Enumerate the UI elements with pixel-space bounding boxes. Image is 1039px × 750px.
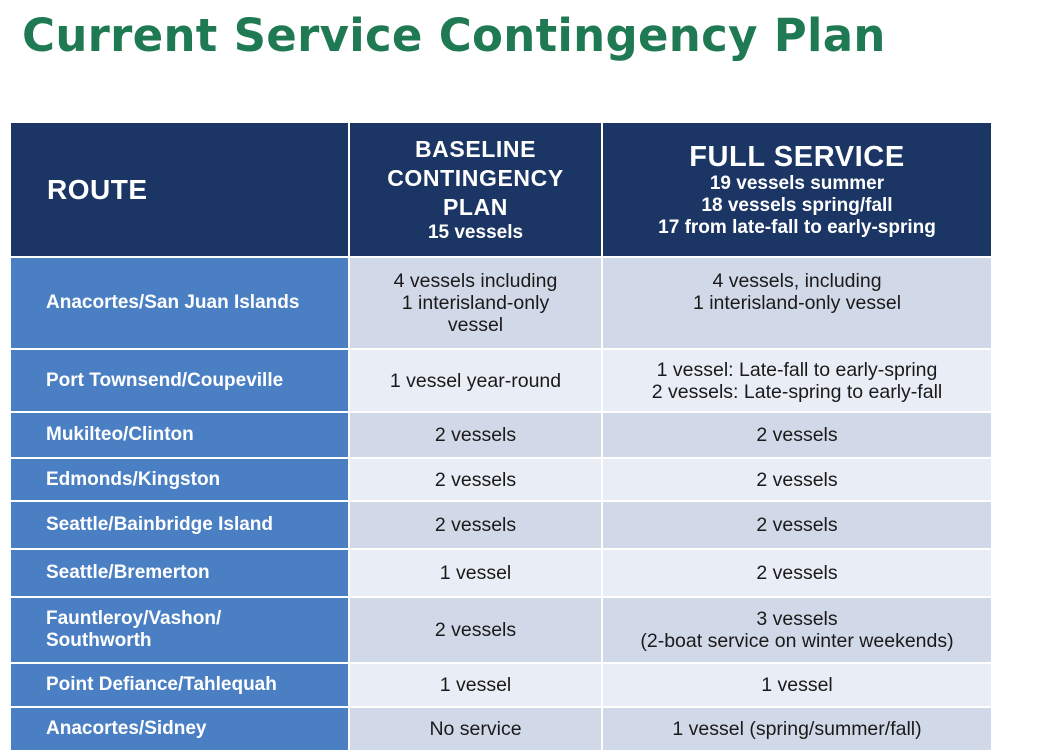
baseline-cell: 2 vessels [350, 413, 603, 459]
table-row [11, 708, 991, 750]
baseline-cell: 4 vessels including 1 interisland-only vessel [350, 258, 603, 350]
full-service-cell: 2 vessels [603, 459, 991, 502]
route-name: Seattle/Bremerton [11, 550, 350, 598]
full-service-subtitle-line: 19 vessels summer [709, 172, 885, 194]
table-row [11, 258, 991, 350]
table-row [11, 550, 991, 598]
full-service-cell: 3 vessels (2-boat service on winter weekends) [603, 598, 991, 664]
baseline-cell: 2 vessels [350, 459, 603, 502]
baseline-cell: No service [350, 708, 603, 750]
table-row [11, 502, 991, 550]
contingency-table [11, 123, 991, 750]
full-service-cell: 2 vessels [603, 550, 991, 598]
full-service-subtitle-line: 17 from late-fall to early-spring [658, 216, 936, 238]
baseline-column-header [350, 123, 603, 258]
full-service-cell: 1 vessel [603, 664, 991, 708]
table-row [11, 664, 991, 708]
baseline-title-line: CONTINGENCY [387, 165, 564, 191]
route-name: Anacortes/Sidney [11, 708, 350, 750]
baseline-cell: 2 vessels [350, 598, 603, 664]
full-service-cell: 2 vessels [603, 502, 991, 550]
full-service-column-header [603, 123, 991, 258]
baseline-cell: 1 vessel [350, 550, 603, 598]
full-service-title: FULL SERVICE [689, 140, 905, 173]
baseline-title-line: PLAN [442, 194, 508, 220]
table-row [11, 459, 991, 502]
route-name: Anacortes/San Juan Islands [11, 258, 350, 350]
full-service-subtitle-line: 18 vessels spring/fall [701, 194, 893, 216]
route-name: Port Townsend/Coupeville [11, 350, 350, 413]
route-name: Seattle/Bainbridge Island [11, 502, 350, 550]
table-row [11, 413, 991, 459]
table-header-row [11, 123, 991, 258]
route-name: Edmonds/Kingston [11, 459, 350, 502]
route-name: Mukilteo/Clinton [11, 413, 350, 459]
full-service-cell: 1 vessel (spring/summer/fall) [603, 708, 991, 750]
baseline-cell: 1 vessel [350, 664, 603, 708]
full-service-cell: 1 vessel: Late-fall to early-spring 2 vessels: Late-spring to early-fall [603, 350, 991, 413]
baseline-title-line: BASELINE [414, 136, 537, 162]
full-service-cell: 2 vessels [603, 413, 991, 459]
full-service-cell: 4 vessels, including 1 interisland-only vessel [603, 258, 991, 350]
route-column-header: ROUTE [11, 123, 350, 258]
table-row [11, 598, 991, 664]
route-name: Fauntleroy/Vashon/ Southworth [11, 598, 350, 664]
page-title: Current Service Contingency Plan [22, 9, 886, 62]
baseline-cell: 2 vessels [350, 502, 603, 550]
baseline-cell: 1 vessel year-round [350, 350, 603, 413]
route-name: Point Defiance/Tahlequah [11, 664, 350, 708]
baseline-vessel-count: 15 vessels [427, 222, 524, 243]
table-row [11, 350, 991, 413]
